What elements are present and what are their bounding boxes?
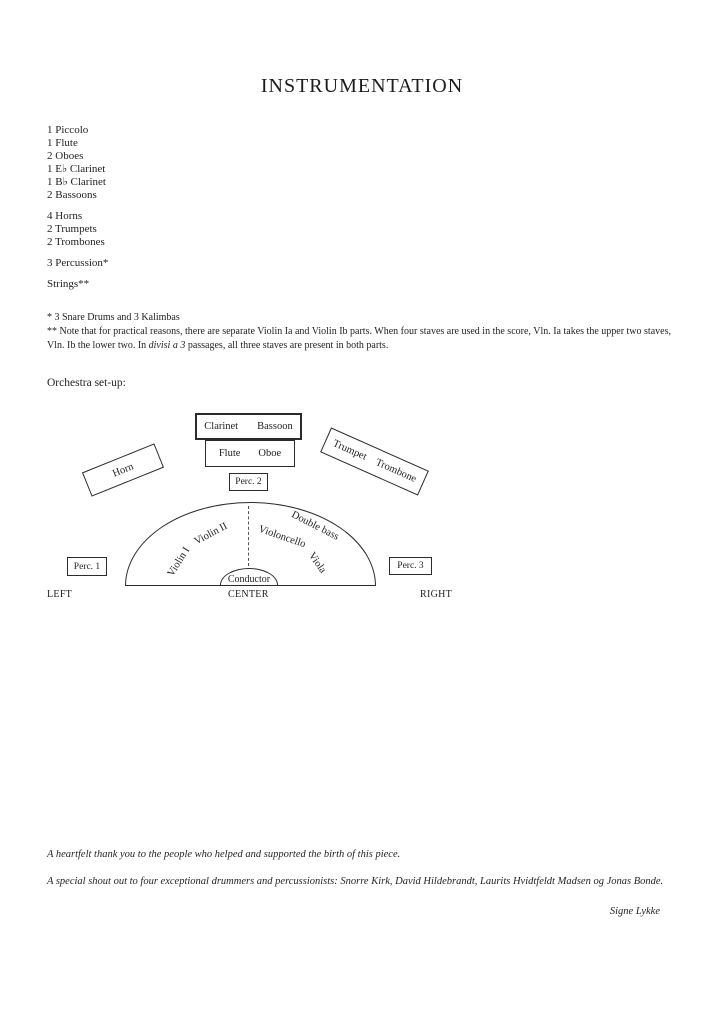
footnote-percussion: * 3 Snare Drums and 3 Kalimbas — [47, 312, 180, 323]
flute-oboe-box — [205, 440, 295, 467]
instrument-line: 2 Bassoons — [47, 189, 97, 201]
clarinet-label: Clarinet — [204, 421, 239, 432]
instrument-line: 3 Percussion* — [47, 257, 109, 269]
center-position-label: CENTER — [228, 589, 269, 600]
instrument-line: 1 Flute — [47, 137, 78, 149]
conductor-label: Conductor — [227, 574, 271, 585]
acknowledgement-line2: A special shout out to four exceptional drummers and percussionists: Snorre Kirk, David Hildebrandt, Laurits Hvidtfeldt Madsen og Jonas Bonde. — [47, 876, 664, 887]
stage-divider-dashed-line — [248, 506, 249, 566]
violoncello-section-label: Violoncello — [257, 523, 307, 551]
perc2-label: Perc. 2 — [235, 477, 262, 487]
perc3-box — [389, 557, 432, 575]
instrument-line: 2 Trumpets — [47, 223, 97, 235]
horn-label: Horn — [110, 460, 136, 480]
oboe-label: Oboe — [258, 448, 282, 459]
perc1-box — [67, 557, 107, 576]
perc2-box — [229, 473, 268, 491]
page-title: INSTRUMENTATION — [260, 75, 464, 97]
instrument-line: 1 B♭ Clarinet — [47, 176, 106, 188]
instrument-line: 2 Oboes — [47, 150, 84, 162]
right-position-label: RIGHT — [420, 589, 453, 600]
instrument-line: 2 Trombones — [47, 236, 105, 248]
instrument-line: Strings** — [47, 278, 90, 290]
instrument-line: 1 Piccolo — [47, 124, 89, 136]
instrument-line: 1 E♭ Clarinet — [47, 163, 106, 175]
footnote-strings-text-end: passages, all three staves are present in both parts. — [185, 340, 389, 351]
perc3-label: Perc. 3 — [397, 561, 424, 571]
trombone-label: Trombone — [373, 457, 418, 485]
double-bass-section-label: Double bass — [289, 509, 341, 543]
acknowledgement-line1: A heartfelt thank you to the people who helped and supported the birth of this piece. — [47, 849, 401, 860]
bassoon-label: Bassoon — [257, 421, 293, 432]
violin2-section-label: Violin II — [192, 520, 230, 548]
instrument-line: 4 Horns — [47, 210, 83, 222]
clarinet-bassoon-box — [195, 413, 302, 440]
footnote-strings-italic: divisi a 3 — [148, 340, 186, 351]
perc1-label: Perc. 1 — [73, 561, 101, 572]
flute-label: Flute — [218, 448, 241, 459]
left-position-label: LEFT — [47, 589, 73, 600]
footnote-strings-text: ** Note that for practical reasons, there are separate Violin Ia and Violin Ib parts. When four staves are used in the score, Vln. Ia takes the upper two staves, Vln. Ib the lower two. In — [47, 326, 671, 351]
trumpet-label: Trumpet — [331, 438, 369, 463]
orchestra-setup-heading: Orchestra set-up: — [47, 377, 126, 389]
viola-section-label: Viola — [305, 550, 329, 576]
composer-signature: Signe Lykke — [609, 906, 660, 917]
trumpet-trombone-box — [320, 427, 429, 495]
violin1-section-label: Violin I — [165, 545, 193, 579]
horn-box — [82, 443, 164, 496]
